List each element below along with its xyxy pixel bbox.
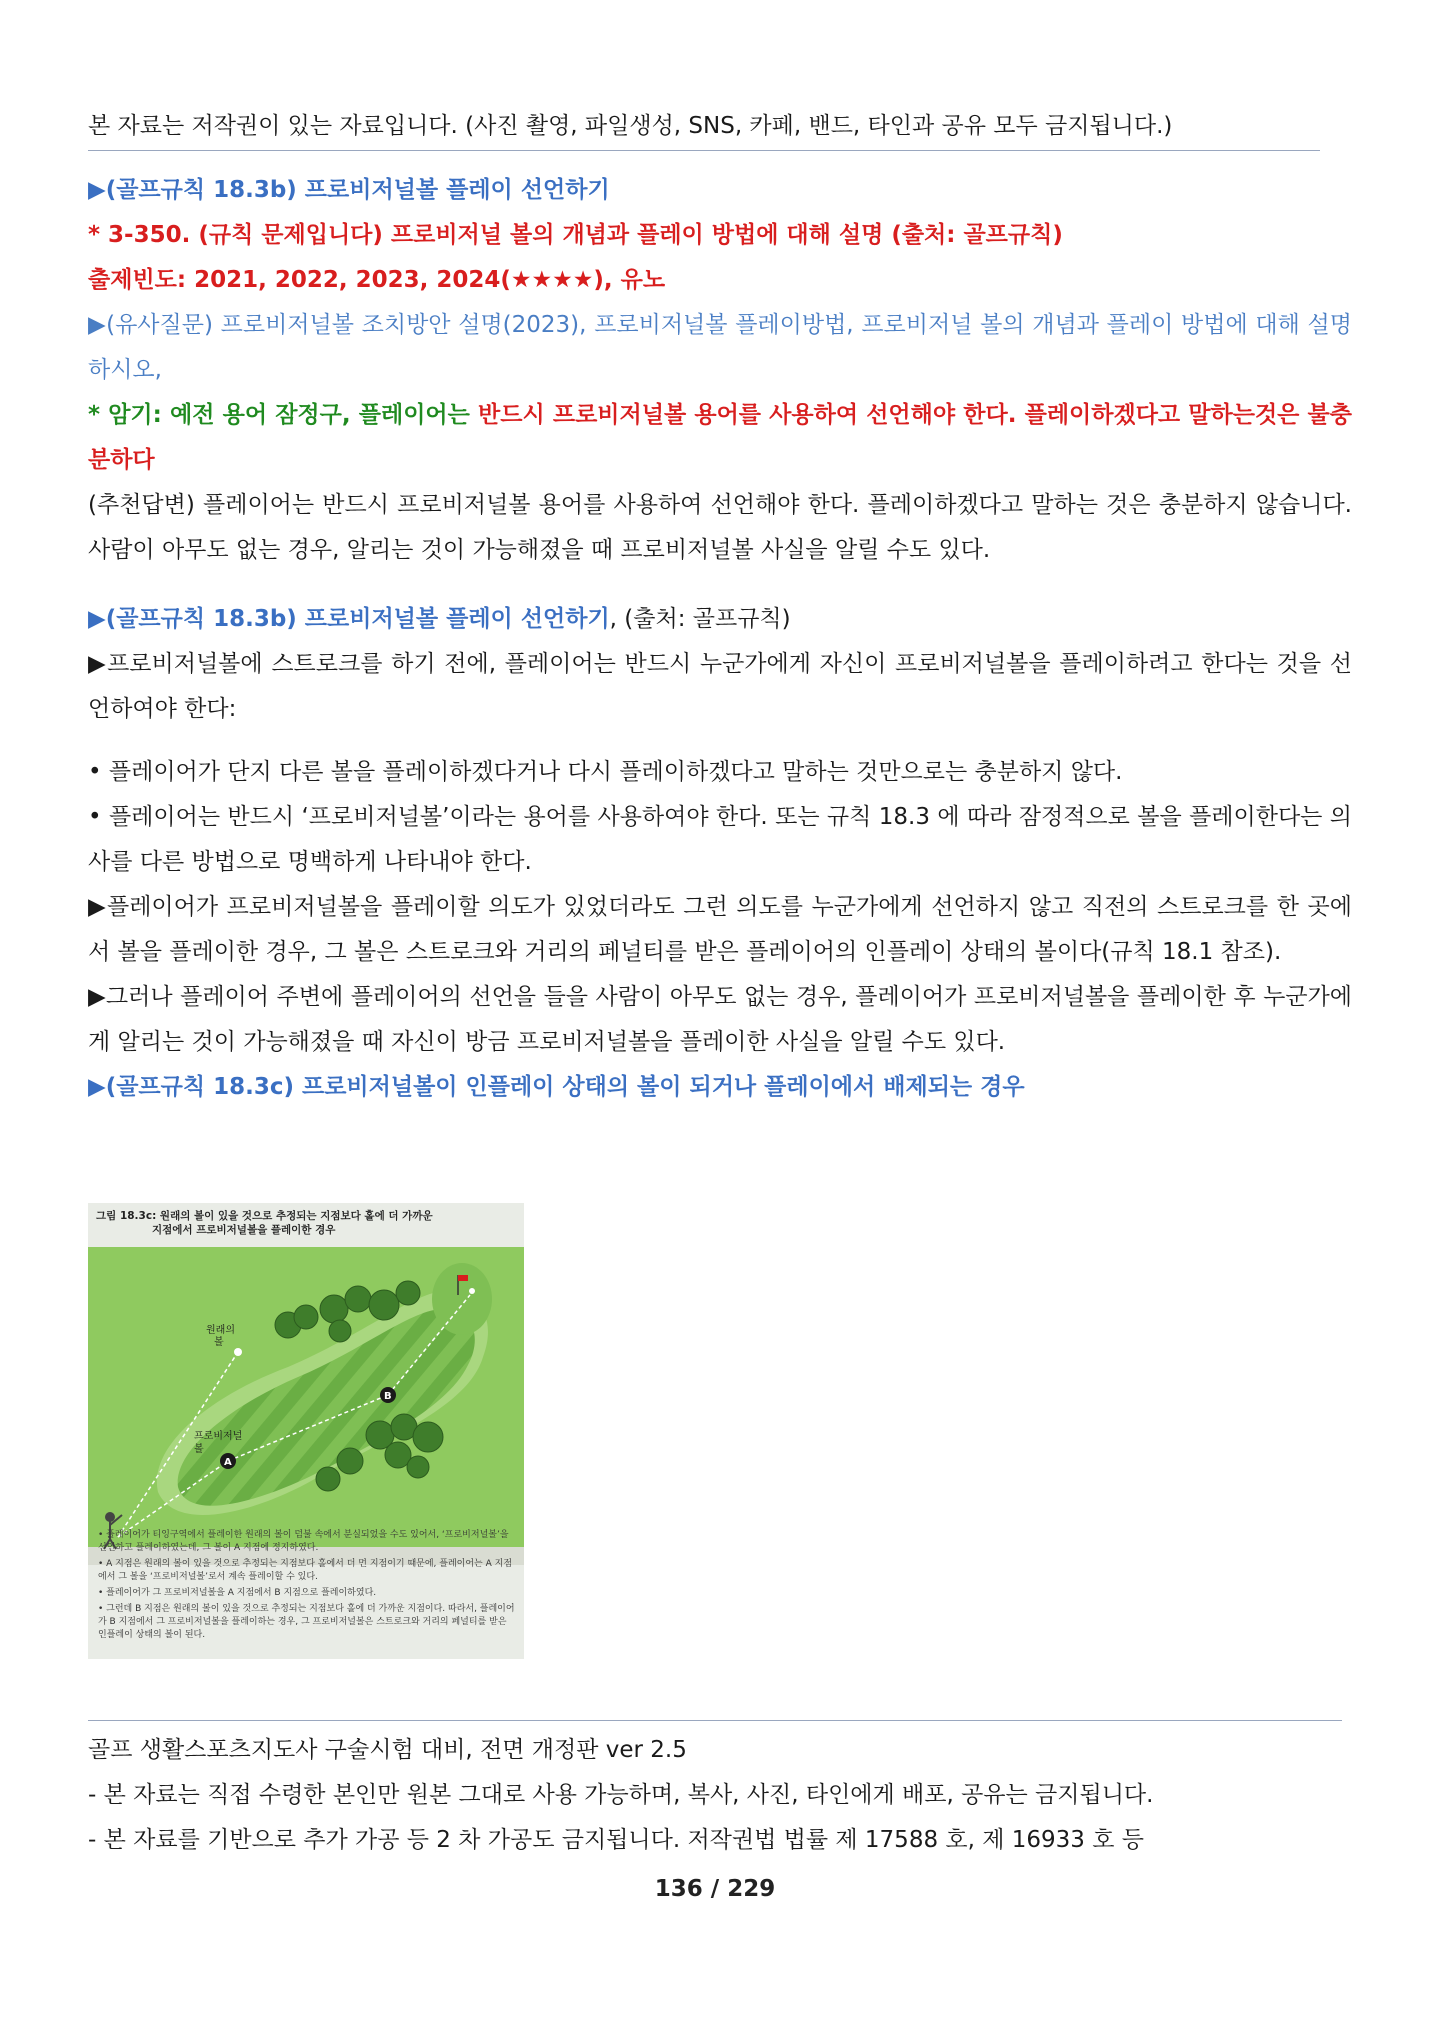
paragraph-intent: ▶플레이어가 프로비저널볼을 플레이할 의도가 있었더라도 그런 의도를 누군가에게 선언하지 않고 직전의 스트로크를 한 곳에서 볼을 플레이한 경우, 그 볼은 스트로크와 거리의 페널티를 받은 플레이어의 인플레이 상태의 볼이다(규칙 18.1 참조). xyxy=(88,894,1352,965)
figure-title: 그림 18.3c: 원래의 볼이 있을 것으로 추정되는 지점보다 홀에 더 가까운 지점에서 프로비저널볼을 플레이한 경우 xyxy=(96,1210,433,1236)
footer-divider xyxy=(88,1720,1342,1721)
original-ball xyxy=(234,1348,242,1356)
svg-text:볼: 볼 xyxy=(194,1444,204,1455)
label-original-ball: 원래의 xyxy=(206,1325,235,1336)
bullet-1: • 플레이어가 단지 다른 볼을 플레이하겠다거나 다시 플레이하겠다고 말하는 것만으로는 충분하지 않다. xyxy=(88,759,1123,785)
svg-text:A: A xyxy=(224,1457,232,1468)
section1-title: ▶(골프규칙 18.3b) 프로비저널볼 플레이 선언하기 xyxy=(88,177,610,203)
svg-text:B: B xyxy=(384,1391,392,1402)
similar-question: ▶(유사질문) 프로비저널볼 조치방안 설명(2023), 프로비저널볼 플레이방법, 프로비저널 볼의 개념과 플레이 방법에 대해 설명하시오, xyxy=(88,312,1352,383)
paragraph-declare: ▶프로비저널볼에 스트로크를 하기 전에, 플레이어는 반드시 누군가에게 자신이 프로비저널볼을 플레이하려고 한다는 것을 선언하여야 한다: xyxy=(88,651,1352,722)
memo-emphasis: 반드시 프로비저널볼 용어를 사용하여 선언해야 한다. 플레이하겠다고 말하는것은 불충분하다 xyxy=(88,402,1352,473)
flag-icon xyxy=(458,1275,468,1281)
memo-line xyxy=(88,393,1352,483)
copyright-notice: 본 자료는 저작권이 있는 자료입니다. (사진 촬영, 파일생성, SNS, 카페, 밴드, 타인과 공유 모두 금지됩니다.) xyxy=(88,113,1173,139)
header-divider xyxy=(88,150,1320,151)
figure-18-3c xyxy=(88,1203,524,1659)
footer xyxy=(88,1728,1352,1863)
footer-notice-1: - 본 자료는 직접 수령한 본인만 원본 그대로 사용 가능하며, 복사, 사진, 타인에게 배포, 공유는 금지됩니다. xyxy=(88,1782,1154,1808)
paragraph-nobody: ▶그러나 플레이어 주변에 플레이어의 선언을 들을 사람이 아무도 없는 경우, 플레이어가 프로비저널볼을 플레이한 후 누군가에게 알리는 것이 가능해졌을 때 자신이 방금 프로비저널볼을 플레이한 사실을 알릴 수도 있다. xyxy=(88,984,1352,1055)
question-line: * 3-350. (규칙 문제입니다) 프로비저널 볼의 개념과 플레이 방법에 대해 설명 (출처: 골프규칙) xyxy=(88,222,1063,248)
green xyxy=(432,1263,492,1335)
svg-text:볼: 볼 xyxy=(214,1337,224,1348)
footer-title: 골프 생활스포츠지도사 구술시험 대비, 전면 개정판 ver 2.5 xyxy=(88,1737,687,1763)
figure-notes: • 플레이어가 티잉구역에서 플레이한 원래의 볼이 덤불 속에서 분실되었을 수도 있어서, ‘프로비저널볼’을 선언하고 플레이하였는데, 그 볼이 A 지점에 정지하였다. • A 지점은 원래의 볼이 있을 것으로 추정되는 지점보다 홀에서 더 먼 지점이기 때문에, 플레이어는 A 지점에서 그 볼을 ‘프로비저널볼’로서 계속 플레이할 수 있다. • 플레이어가 그 프로비저널볼을 A 지점에서 B 지점으로 플레이하였다. • 그런데 B 지점은 원래의 볼이 있을 것으로 추정되는 지점보다 홀에 더 가까운 지점이다. 따라서, 플레이어가 B 지점에서 그 프로비저널볼을 플레이하는 경우, 그 프로비저널볼은 스트로크와 거리의 페널티를 받은 인플레이 상태의 볼이 된다. xyxy=(98,1530,515,1640)
frequency-line: 출제빈도: 2021, 2022, 2023, 2024(★★★★), 유노 xyxy=(88,267,666,293)
section2-heading xyxy=(88,597,1352,642)
section2-title: ▶(골프규칙 18.3b) 프로비저널볼 플레이 선언하기 xyxy=(88,606,610,632)
hole-icon xyxy=(469,1288,475,1294)
section2-source: , (출처: 골프규칙) xyxy=(609,606,791,632)
section3-title: ▶(골프규칙 18.3c) 프로비저널볼이 인플레이 상태의 볼이 되거나 플레이에서 배제되는 경우 xyxy=(88,1074,1025,1100)
memo-prefix: * 암기: 예전 용어 잠정구, 플레이어는 xyxy=(88,402,479,428)
label-provisional-ball: 프로비저널 xyxy=(194,1431,243,1442)
header xyxy=(88,104,1352,149)
recommended-answer: (추천답변) 플레이어는 반드시 프로비저널볼 용어를 사용하여 선언해야 한다. 플레이하겠다고 말하는 것은 충분하지 않습니다. 사람이 아무도 없는 경우, 알리는 것이 가능해졌을 때 프로비저널볼 사실을 알릴 수도 있다. xyxy=(88,492,1352,563)
main-content xyxy=(88,168,1352,1110)
golf-hole-diagram xyxy=(88,1247,524,1565)
page-number: 136 / 229 xyxy=(654,1876,776,1902)
bullet-2: • 플레이어는 반드시 ‘프로비저널볼’이라는 용어를 사용하여야 한다. 또는 규칙 18.3 에 따라 잠정적으로 볼을 플레이한다는 의사를 다른 방법으로 명백하게 나타내야 한다. xyxy=(88,804,1352,875)
footer-notice-2: - 본 자료를 기반으로 추가 가공 등 2 차 가공도 금지됩니다. 저작권법 법률 제 17588 호, 제 16933 호 등 xyxy=(88,1827,1144,1853)
